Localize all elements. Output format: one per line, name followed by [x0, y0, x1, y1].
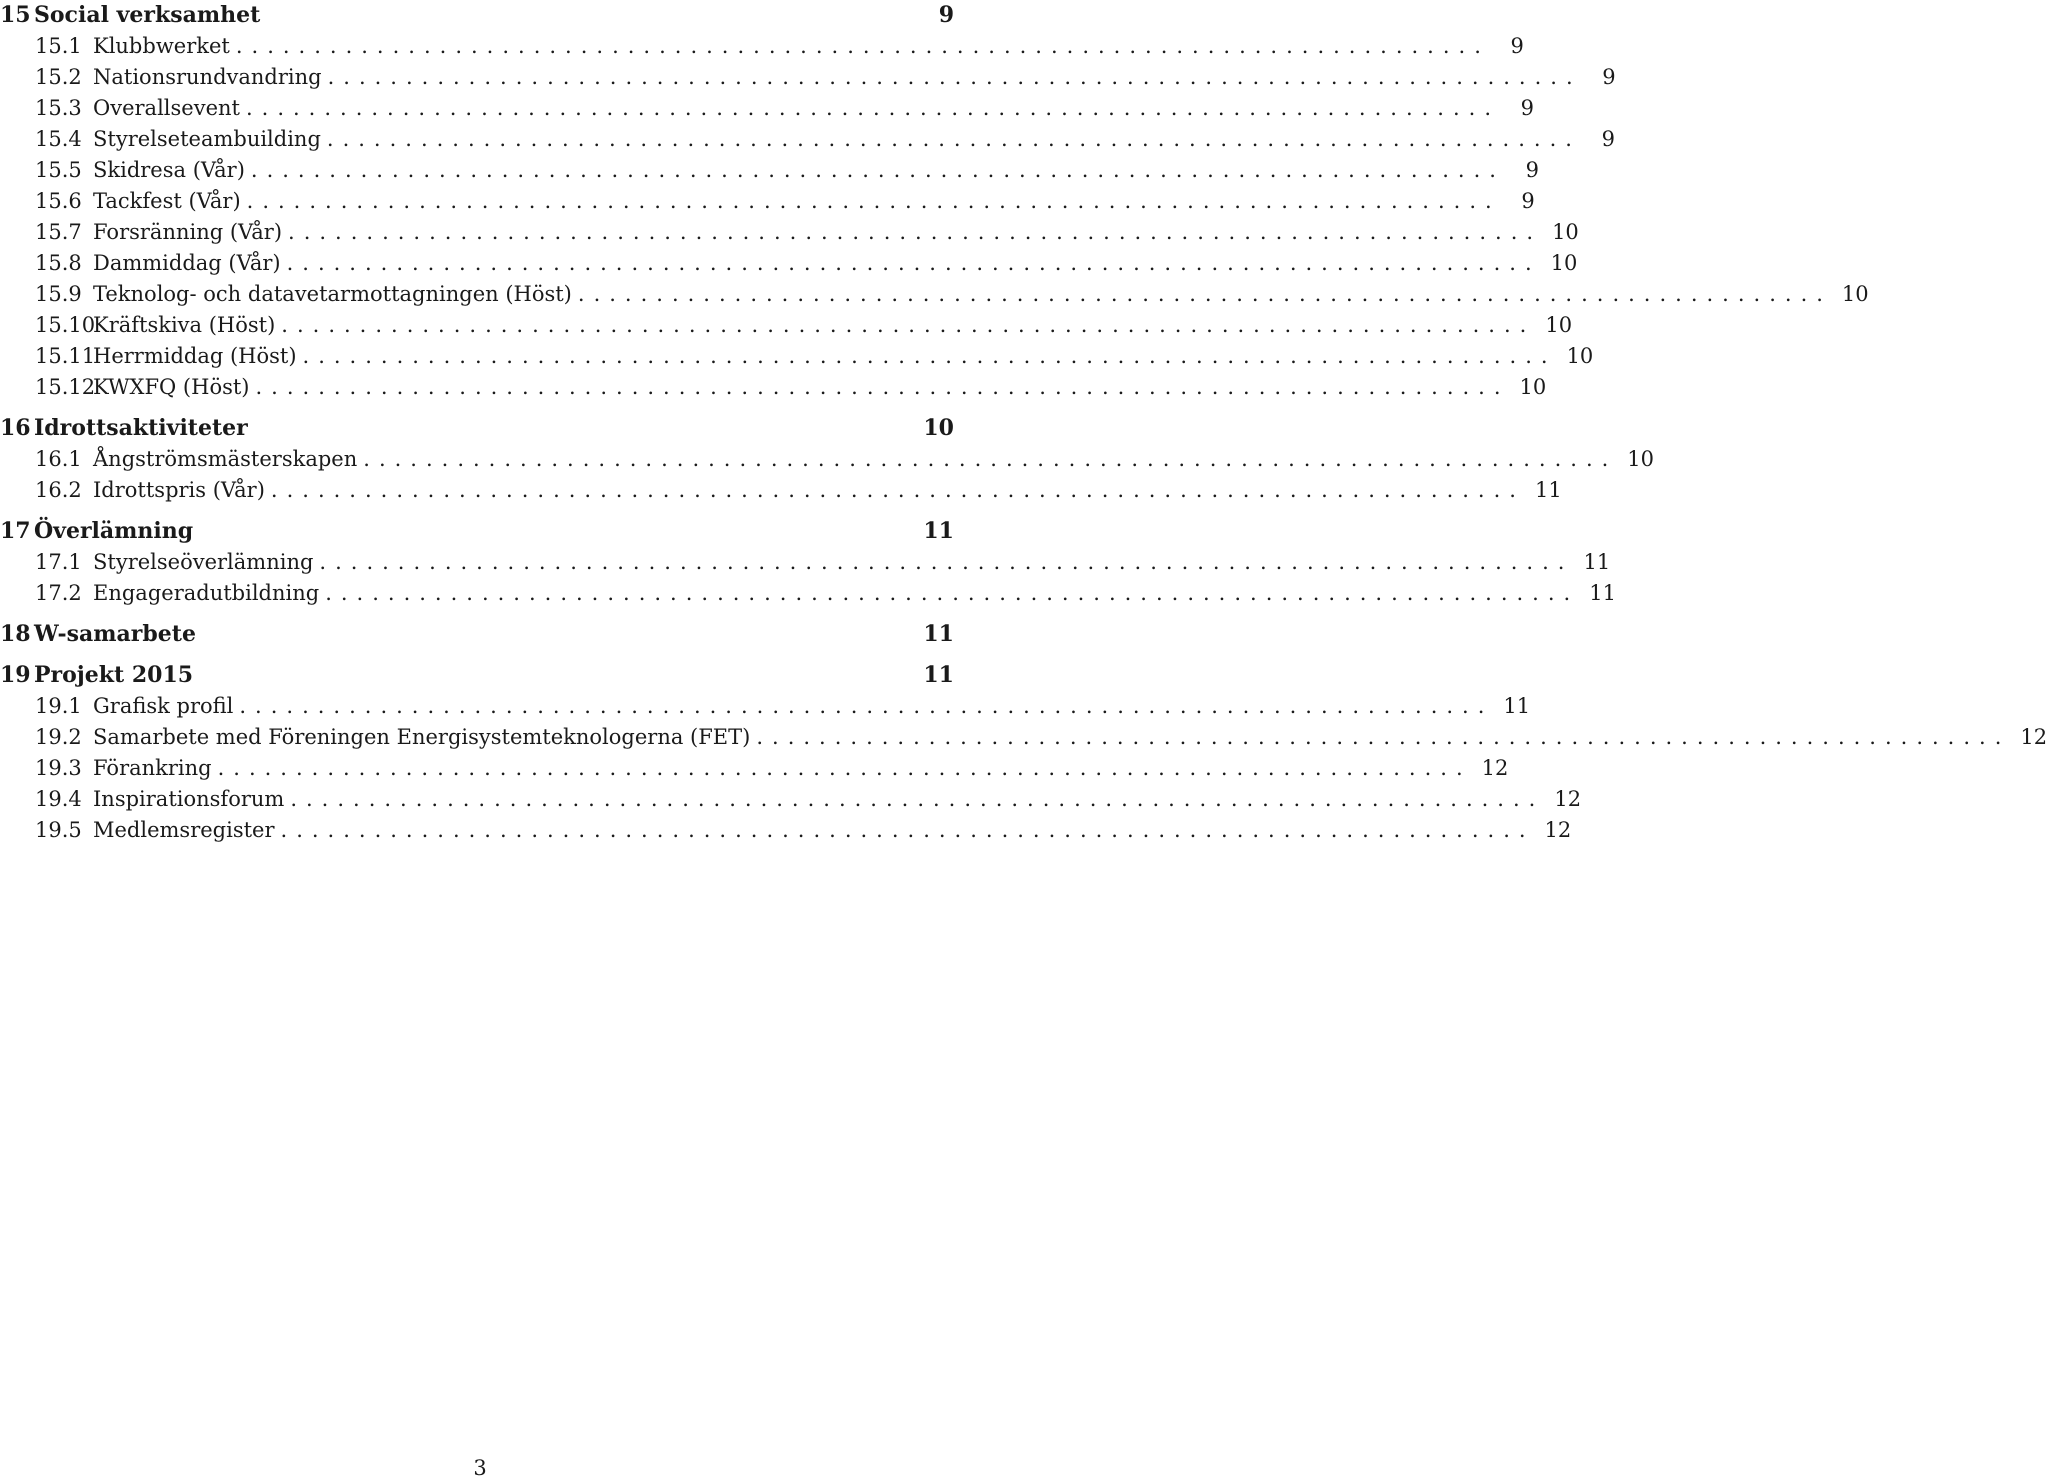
entry-title: Samarbete med Föreningen Energisystemteknologerna (FET) — [93, 725, 751, 749]
toc-entry[interactable] — [0, 93, 1534, 124]
dot-leader: ................................................................................ — [325, 581, 1580, 605]
entry-number: 15.4 — [35, 127, 82, 151]
section-heading-text — [0, 619, 196, 650]
entry-title: Tackfest (Vår) — [93, 189, 241, 213]
dot-leader: ................................................................................ — [363, 447, 1618, 471]
toc-entry[interactable] — [0, 155, 1539, 186]
entry-number: 15.8 — [35, 251, 82, 275]
dot-leader: ................................................................................ — [302, 344, 1557, 368]
dot-leader: ................................................................................ — [270, 478, 1525, 502]
entry-page: 10 — [1550, 251, 1578, 275]
entry-title: Idrottspris (Vår) — [93, 478, 265, 502]
dot-leader: ................................................................................ — [280, 818, 1535, 842]
entry-page: 11 — [1503, 694, 1531, 718]
dot-leader: ................................................................................ — [286, 251, 1541, 275]
entry-title: Styrelseteambuilding — [93, 127, 321, 151]
entry-title: Nationsrundvandring — [93, 65, 322, 89]
entry-page: 10 — [1545, 313, 1573, 337]
page-number: 3 — [473, 1456, 487, 1480]
entry-page: 12 — [1544, 818, 1572, 842]
dot-leader: ................................................................................ — [577, 282, 1832, 306]
section-number: 19 — [0, 662, 31, 688]
section-title: W-samarbete — [34, 621, 196, 647]
section-heading-text — [0, 660, 193, 691]
section-page: 9 — [938, 2, 954, 28]
entry-title: KWXFQ (Höst) — [93, 375, 250, 399]
toc-entry[interactable] — [0, 784, 1582, 815]
entry-title: Engageradutbildning — [93, 581, 320, 605]
entry-title: Ångströmsmästerskapen — [93, 447, 358, 471]
section-title: Projekt 2015 — [34, 662, 194, 688]
entry-page: 11 — [1583, 550, 1611, 574]
entry-number: 19.3 — [35, 756, 82, 780]
entry-number: 17.1 — [35, 550, 82, 574]
section-heading-text — [0, 0, 260, 31]
entry-page: 9 — [1602, 65, 1616, 89]
entry-number: 15.7 — [35, 220, 82, 244]
entry-number: 15.12 — [35, 375, 96, 399]
dot-leader: ................................................................................ — [245, 96, 1500, 120]
toc-entry[interactable] — [0, 722, 2047, 753]
dot-leader: ................................................................................ — [288, 220, 1543, 244]
toc-entry[interactable] — [0, 186, 1535, 217]
dot-leader: ................................................................................ — [326, 127, 1581, 151]
entry-title: Inspirationsforum — [93, 787, 285, 811]
toc-entry[interactable] — [0, 372, 1547, 403]
section-page: 11 — [923, 662, 954, 688]
entry-title: Medlemsregister — [93, 818, 275, 842]
toc-entry[interactable] — [0, 341, 1594, 372]
toc-entry[interactable] — [0, 217, 1579, 248]
dot-leader: ................................................................................ — [235, 34, 1490, 58]
entry-title: Grafisk profil — [93, 694, 234, 718]
toc-entry[interactable] — [0, 547, 1611, 578]
dot-leader: ................................................................................ — [756, 725, 2011, 749]
toc-entry[interactable] — [0, 310, 1573, 341]
entry-page: 10 — [1841, 282, 1869, 306]
entry-page: 10 — [1552, 220, 1579, 244]
entry-number: 15.11 — [35, 344, 96, 368]
entry-number: 15.1 — [35, 34, 82, 58]
entry-title: Teknolog- och datavetarmottagningen (Höst) — [93, 282, 572, 306]
entry-title: Herrmiddag (Höst) — [93, 344, 297, 368]
entry-title: Skidresa (Vår) — [93, 158, 245, 182]
entry-number: 15.9 — [35, 282, 82, 306]
section-heading-text — [0, 516, 193, 547]
section-title: Överlämning — [34, 518, 194, 544]
entry-page: 9 — [1601, 127, 1615, 151]
section-heading[interactable] — [0, 413, 960, 444]
section-heading[interactable] — [0, 619, 960, 650]
toc-entry[interactable] — [0, 124, 1615, 155]
toc-entry[interactable] — [0, 31, 1524, 62]
section-heading[interactable] — [0, 660, 960, 691]
entry-page: 10 — [1566, 344, 1594, 368]
dot-leader: ................................................................................ — [255, 375, 1510, 399]
entry-page: 10 — [1519, 375, 1547, 399]
entry-number: 19.5 — [35, 818, 82, 842]
entry-number: 15.6 — [35, 189, 82, 213]
dot-leader: ................................................................................ — [246, 189, 1501, 213]
entry-number: 15.2 — [35, 65, 82, 89]
entry-title: Kräftskiva (Höst) — [93, 313, 276, 337]
entry-number: 19.1 — [35, 694, 82, 718]
entry-number: 19.4 — [35, 787, 82, 811]
entry-page: 9 — [1520, 96, 1534, 120]
entry-title: Klubbwerket — [93, 34, 230, 58]
toc-entry[interactable] — [0, 475, 1562, 506]
section-page: 11 — [923, 518, 954, 544]
toc-entry[interactable] — [0, 578, 1616, 609]
entry-title: Overallsevent — [93, 96, 240, 120]
entry-page: 10 — [1627, 447, 1655, 471]
entry-number: 16.2 — [35, 478, 82, 502]
toc-entry[interactable] — [0, 62, 1616, 93]
dot-leader: ................................................................................ — [327, 65, 1582, 89]
entry-number: 17.2 — [35, 581, 82, 605]
section-heading[interactable] — [0, 516, 960, 547]
toc-entry[interactable] — [0, 753, 1509, 784]
entry-title: Forsränning (Vår) — [93, 220, 283, 244]
toc-section — [0, 619, 960, 650]
entry-page: 12 — [2020, 725, 2047, 749]
entry-number: 15.3 — [35, 96, 82, 120]
section-title: Idrottsaktiviteter — [34, 415, 248, 441]
dot-leader: ................................................................................ — [290, 787, 1545, 811]
entry-page: 9 — [1525, 158, 1539, 182]
entry-page: 11 — [1534, 478, 1562, 502]
section-page: 10 — [923, 415, 954, 441]
entry-title: Styrelseöverlämning — [93, 550, 314, 574]
entry-page: 12 — [1481, 756, 1509, 780]
dot-leader: ................................................................................ — [281, 313, 1536, 337]
toc-section — [0, 413, 1655, 506]
dot-leader: ................................................................................ — [217, 756, 1472, 780]
entry-title: Förankring — [93, 756, 212, 780]
entry-number: 15.5 — [35, 158, 82, 182]
dot-leader: ................................................................................ — [319, 550, 1574, 574]
toc-entry[interactable] — [0, 248, 1578, 279]
section-number: 17 — [0, 518, 31, 544]
entry-page: 12 — [1554, 787, 1582, 811]
section-number: 15 — [0, 2, 31, 28]
toc-entry[interactable] — [0, 691, 1531, 722]
entry-page: 11 — [1589, 581, 1616, 605]
section-number: 16 — [0, 415, 31, 441]
section-title: Social verksamhet — [34, 2, 261, 28]
dot-leader: ................................................................................ — [239, 694, 1494, 718]
dot-leader: ................................................................................ — [250, 158, 1505, 182]
toc-entry[interactable] — [0, 444, 1655, 475]
section-heading-text — [0, 413, 248, 444]
toc-section — [0, 516, 1616, 609]
entry-number: 15.10 — [35, 313, 96, 337]
toc-entry[interactable] — [0, 815, 1572, 846]
entry-number: 19.2 — [35, 725, 82, 749]
section-heading[interactable] — [0, 0, 960, 31]
toc-entry[interactable] — [0, 279, 1869, 310]
entry-page: 9 — [1510, 34, 1524, 58]
section-page: 11 — [923, 621, 954, 647]
entry-title: Dammiddag (Vår) — [93, 251, 281, 275]
toc-section — [0, 0, 1869, 403]
section-number: 18 — [0, 621, 31, 647]
toc-section — [0, 660, 2047, 846]
entry-number: 16.1 — [35, 447, 82, 471]
entry-page: 9 — [1521, 189, 1535, 213]
